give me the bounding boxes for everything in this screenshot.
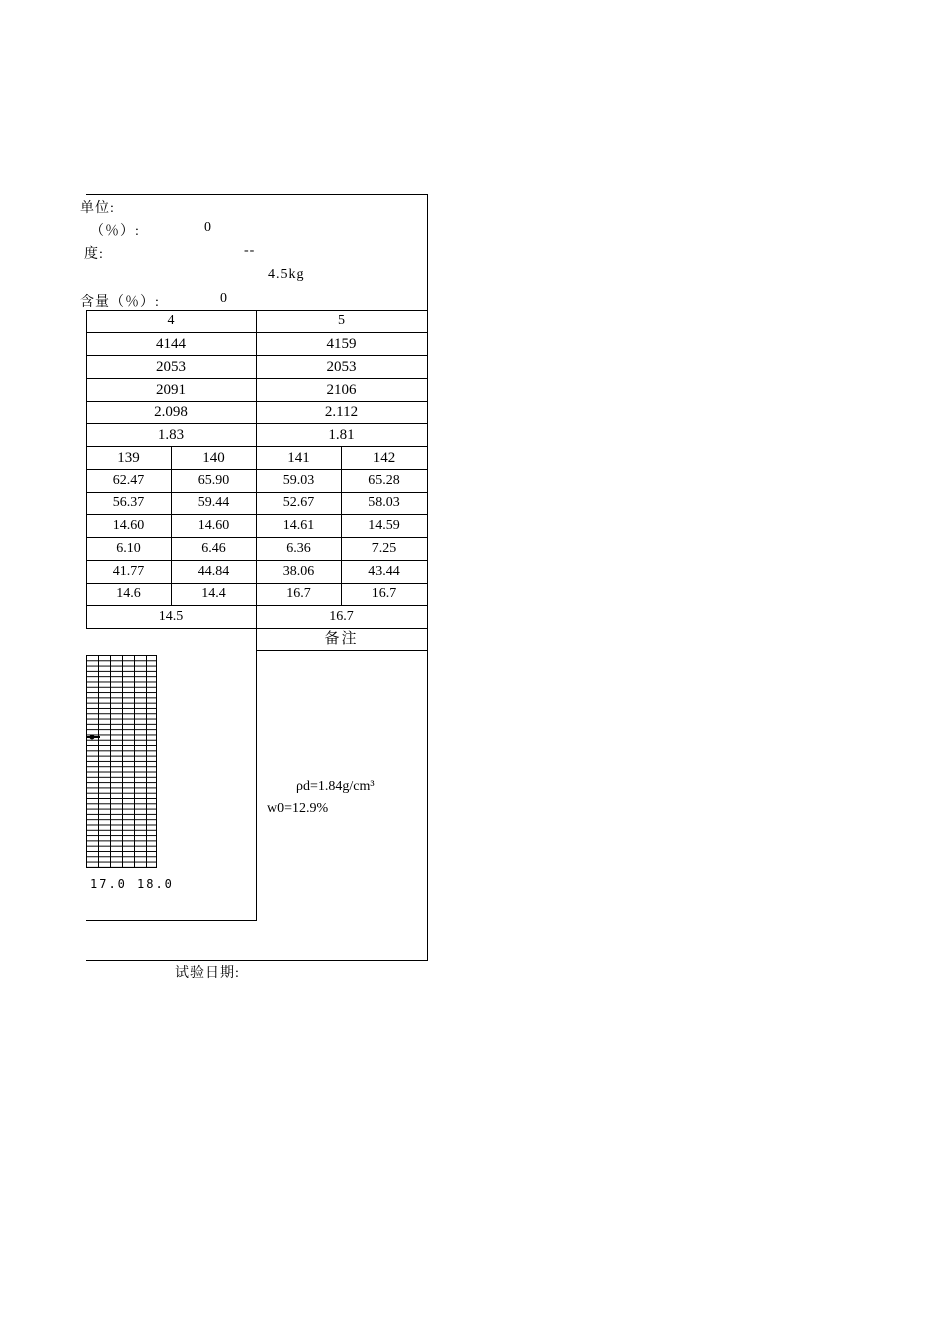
degree-label: 度:	[84, 247, 104, 262]
table-cell: 41.77	[112, 564, 145, 579]
content-value: 0	[220, 291, 228, 306]
table-cell: 62.47	[112, 473, 145, 488]
unit-label: 单位:	[80, 201, 115, 216]
table-cell: 65.90	[197, 473, 230, 488]
table-cell: 56.37	[112, 495, 145, 510]
chart-grid	[86, 655, 157, 868]
box-number: 139	[117, 450, 140, 466]
mass-value: 4.5kg	[268, 267, 305, 282]
table-cell: 2.098	[154, 404, 188, 420]
table-cell: 14.4	[201, 586, 226, 601]
table-cell: 2.112	[324, 404, 359, 420]
table-cell: 44.84	[197, 564, 230, 579]
average-value: 16.7	[329, 609, 354, 624]
table-cell: 14.6	[116, 586, 141, 601]
table-cell: 52.67	[282, 495, 315, 510]
table-cell: 65.28	[368, 473, 400, 488]
table-cell: 2091	[156, 382, 186, 398]
percent-value: 0	[204, 220, 212, 235]
box-number: 140	[202, 450, 225, 466]
table-cell: 38.06	[282, 564, 315, 579]
table-cell: 6.36	[286, 541, 311, 556]
table-cell: 2053	[326, 359, 357, 375]
density-note: ρd=1.84g/cm³	[296, 779, 375, 794]
table-cell: 58.03	[368, 495, 400, 510]
x-tick-label: 17.0	[90, 877, 127, 891]
percent-label: （％）:	[90, 224, 140, 239]
degree-value: --	[244, 243, 256, 258]
x-tick-label: 18.0	[137, 877, 174, 891]
table-cell: 1.83	[157, 427, 185, 443]
table-cell: 14.61	[282, 518, 315, 533]
row-divider	[256, 650, 427, 651]
table-cell: 14.60	[112, 518, 145, 533]
table-cell: 59.44	[197, 495, 230, 510]
row-divider	[86, 920, 257, 921]
table-cell: 7.25	[371, 541, 397, 556]
table-cell: 14.60	[197, 518, 230, 533]
moisture-note: w0=12.9%	[267, 801, 329, 816]
table-cell: 1.81	[328, 427, 355, 443]
table-cell: 2106	[326, 382, 357, 398]
test-date-label: 试验日期:	[175, 966, 240, 981]
table-cell: 59.03	[282, 473, 315, 488]
table-cell: 43.44	[368, 564, 400, 579]
table-cell: 16.7	[371, 586, 397, 601]
group-header: 4	[167, 313, 175, 328]
remarks-title: 备注	[324, 631, 359, 647]
table-cell: 16.7	[286, 586, 311, 601]
box-number: 141	[287, 450, 310, 466]
table-cell: 6.10	[116, 541, 141, 556]
table-cell: 2053	[156, 359, 186, 375]
table-cell: 14.59	[368, 518, 400, 533]
chart-data-point	[84, 730, 104, 744]
table-cell: 4159	[326, 336, 357, 352]
content-label: 含量（％）:	[80, 295, 160, 310]
table-cell: 6.46	[201, 541, 226, 556]
box-number: 142	[372, 450, 396, 466]
group-header: 5	[338, 313, 345, 328]
table-cell: 4144	[156, 336, 186, 352]
average-value: 14.5	[158, 609, 184, 624]
